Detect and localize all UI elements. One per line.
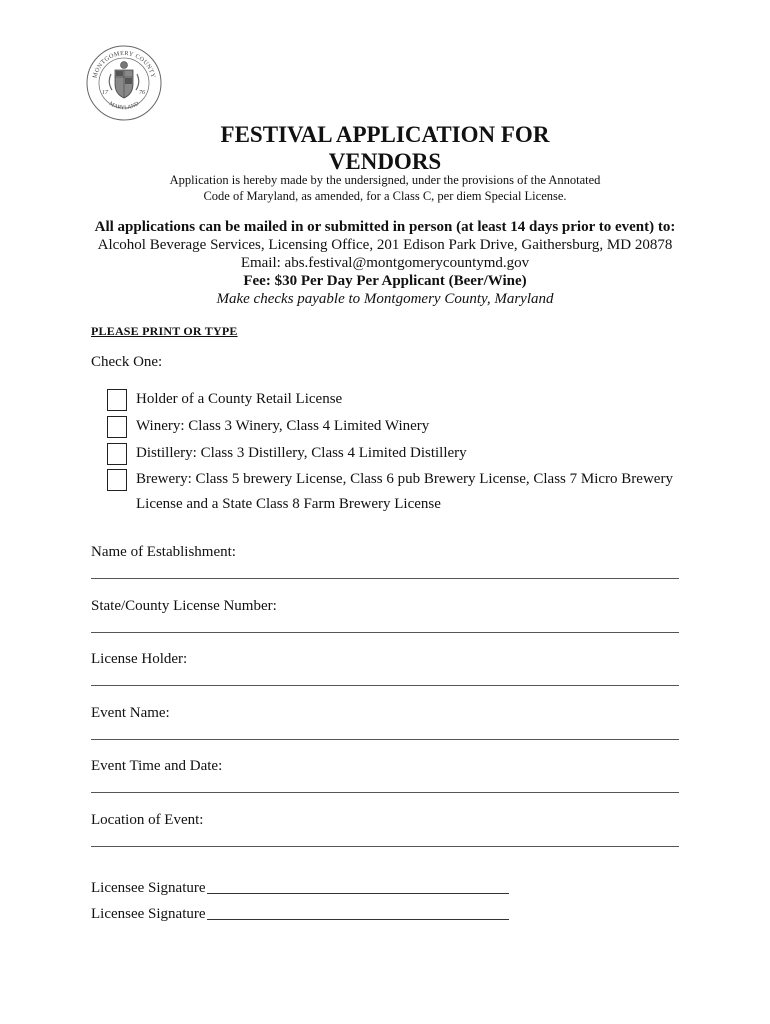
license-holder-input-line[interactable] <box>91 685 679 686</box>
license-number-input-line[interactable] <box>91 632 679 633</box>
event-location-label: Location of Event: <box>91 812 204 828</box>
license-option-retail[interactable] <box>107 387 707 413</box>
license-holder-label: License Holder: <box>91 651 188 667</box>
license-option-distillery[interactable] <box>107 441 707 467</box>
signature-label-2: Licensee Signature <box>91 906 206 922</box>
option-label-brewery: Brewery: Class 5 brewery License, Class 6 pub Brewery License, Class 7 Micro Brewery <box>136 471 673 487</box>
form-title-line-1: FESTIVAL APPLICATION FOR <box>220 122 550 147</box>
establishment-name-label: Name of Establishment: <box>91 544 236 560</box>
signature-row-2 <box>91 906 509 923</box>
signature-row-1 <box>91 880 509 897</box>
seal-bottom-text: MARYLAND <box>107 100 141 112</box>
seal-top-text: MONTGOMERY COUNTY <box>91 49 157 79</box>
license-option-winery[interactable] <box>107 414 707 440</box>
form-title-line-2: VENDORS <box>328 149 442 174</box>
fee-notice: Fee: $30 Per Day Per Applicant (Beer/Wine) <box>243 273 527 289</box>
signature-line-1[interactable] <box>207 893 509 894</box>
event-time-date-label: Event Time and Date: <box>91 758 223 774</box>
checkbox-brewery[interactable] <box>107 469 127 491</box>
event-time-date-input-line[interactable] <box>91 792 679 793</box>
print-or-type-notice: PLEASE PRINT OR TYPE <box>91 324 238 338</box>
license-number-label: State/County License Number: <box>91 598 277 614</box>
subtitle-line-2: Code of Maryland, as amended, for a Class C, per diem Special License. <box>203 189 567 203</box>
checks-payable-notice: Make checks payable to Montgomery County, Maryland <box>216 291 554 307</box>
contact-email: Email: abs.festival@montgomerycountymd.gov <box>240 255 530 271</box>
check-one-label: Check One: <box>91 354 163 370</box>
signature-line-2[interactable] <box>207 919 509 920</box>
option-label-retail: Holder of a County Retail License <box>136 391 343 407</box>
office-address: Alcohol Beverage Services, Licensing Office, 201 Edison Park Drive, Gaithersburg, MD 20878 <box>97 237 673 253</box>
establishment-name-input-line[interactable] <box>91 578 679 579</box>
event-location-input-line[interactable] <box>91 846 679 847</box>
submission-instruction: All applications can be mailed in or submitted in person (at least 14 days prior to event) to: <box>94 219 676 235</box>
subtitle-line-1: Application is hereby made by the undersigned, under the provisions of the Annotated <box>169 173 601 187</box>
seal-year-left: 17 <box>102 90 108 96</box>
checkbox-retail[interactable] <box>107 389 127 411</box>
option-label-winery: Winery: Class 3 Winery, Class 4 Limited Winery <box>136 418 430 434</box>
event-name-input-line[interactable] <box>91 739 679 740</box>
seal-year-right: 76 <box>139 90 145 96</box>
option-label-distillery: Distillery: Class 3 Distillery, Class 4 Limited Distillery <box>136 445 467 461</box>
option-label-brewery-continued: License and a State Class 8 Farm Brewery License <box>136 496 441 512</box>
event-name-label: Event Name: <box>91 705 170 721</box>
checkbox-winery[interactable] <box>107 416 127 438</box>
license-option-brewery[interactable] <box>107 467 707 493</box>
county-seal-logo <box>85 44 163 122</box>
svg-text:MARYLAND <box>108 101 140 111</box>
checkbox-distillery[interactable] <box>107 443 127 465</box>
signature-label-1: Licensee Signature <box>91 880 206 896</box>
